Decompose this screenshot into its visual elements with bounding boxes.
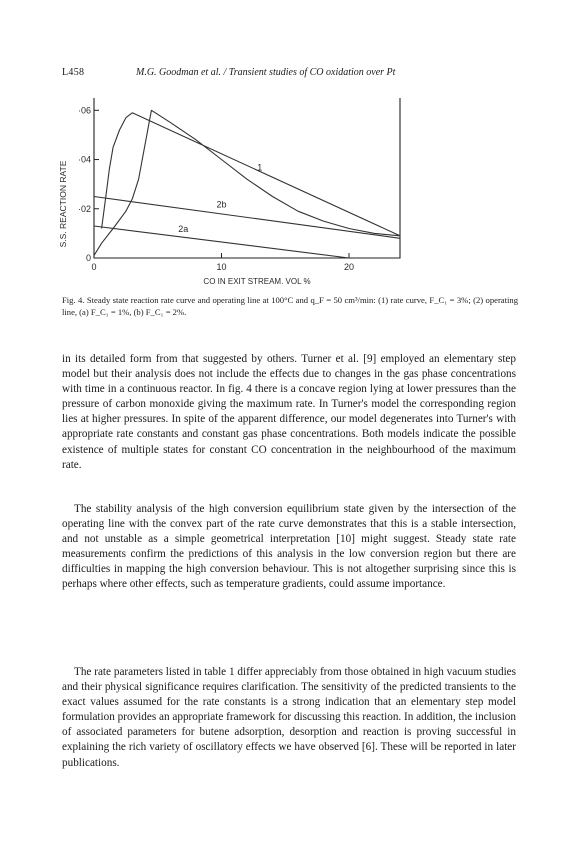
paragraph-2: The stability analysis of the high conversion equilibrium state given by the intersection of the operating line with the convex part of the rate curve demonstrates that this is a stable intersection, and not unstable as a simple geometrical interpretation [10] might suggest. Steady state rate measurements confirm the predictions of this analysis in the low conversion region but there are difficulties in mapping the high conversion behaviour. This is not altogether surprising since this is perhaps where other effects, such as temperature gradients, could assume importance. — [62, 503, 516, 591]
curve-label-2a: 2a — [178, 224, 189, 235]
y-axis-label: S.S. REACTION RATE — [58, 160, 68, 248]
x-tick-label: 0 — [91, 262, 97, 272]
y-tick-label: 0 — [85, 253, 91, 263]
curve-label-1: 1 — [257, 162, 263, 173]
rate-curve-chart — [50, 84, 410, 284]
y-tick-label: ·04 — [77, 154, 91, 165]
caption-label: Fig. 4. — [62, 295, 85, 305]
figure-4 — [50, 84, 410, 284]
page-number: L458 — [62, 67, 85, 78]
running-head: M.G. Goodman et al. / Transient studies of CO oxidation over Pt — [136, 67, 396, 78]
curve-label-2b: 2b — [216, 199, 227, 210]
x-tick-label: 10 — [216, 262, 227, 272]
figure-caption — [62, 294, 518, 318]
x-tick-label: 20 — [343, 262, 355, 272]
series-line-1 — [94, 110, 400, 255]
y-tick-label: ·02 — [77, 203, 91, 214]
axes-frame — [94, 98, 400, 258]
y-tick-label: ·06 — [77, 105, 91, 116]
x-axis-label: CO IN EXIT STREAM, VOL % — [203, 277, 311, 284]
caption-text: Steady state reaction rate curve and operating line at 100°C and q_F = 50 cm³/min: (1) rate curve, F_C₁ = 3%; (2) operating line, (a) F_C₁ = 1%, (b) F_C₁ = 2%. — [62, 295, 518, 317]
page-header — [62, 66, 502, 80]
paragraph-1: in its detailed form from that suggested by others. Turner et al. [9] employed an elementary step model but their analysis does not include the effects due to changes in the gas phase concentrations with time in a continuous reactor. In fig. 4 there is a concave region lying at lower pressures than the pressure of carbon monoxide giving the maximum rate. In Turner's model the corresponding region lies at higher pressures. In spite of the apparent difference, our model degenerates into Turner's with appropriate rate constants and constant gas phase concentrations. Both models indicate the possible existence of multiple states for constant CO concentration in the neighbourhood of the maximum rate. — [62, 353, 516, 471]
paragraph-3: The rate parameters listed in table 1 differ appreciably from those obtained in high vacuum studies and their physical significance requires clarification. The sensitivity of the predicted transients to the exact values assumed for the rate constants is a strong indication that an elementary step model formulation provides an appropriate framework for discussing this reaction. In addition, the inclusion of associated parameters for butene adsorption, desorption and reaction is proving successful in explaining the rich variety of oscillatory effects we have observed [6]. These will be reported in later publications. — [62, 666, 516, 769]
